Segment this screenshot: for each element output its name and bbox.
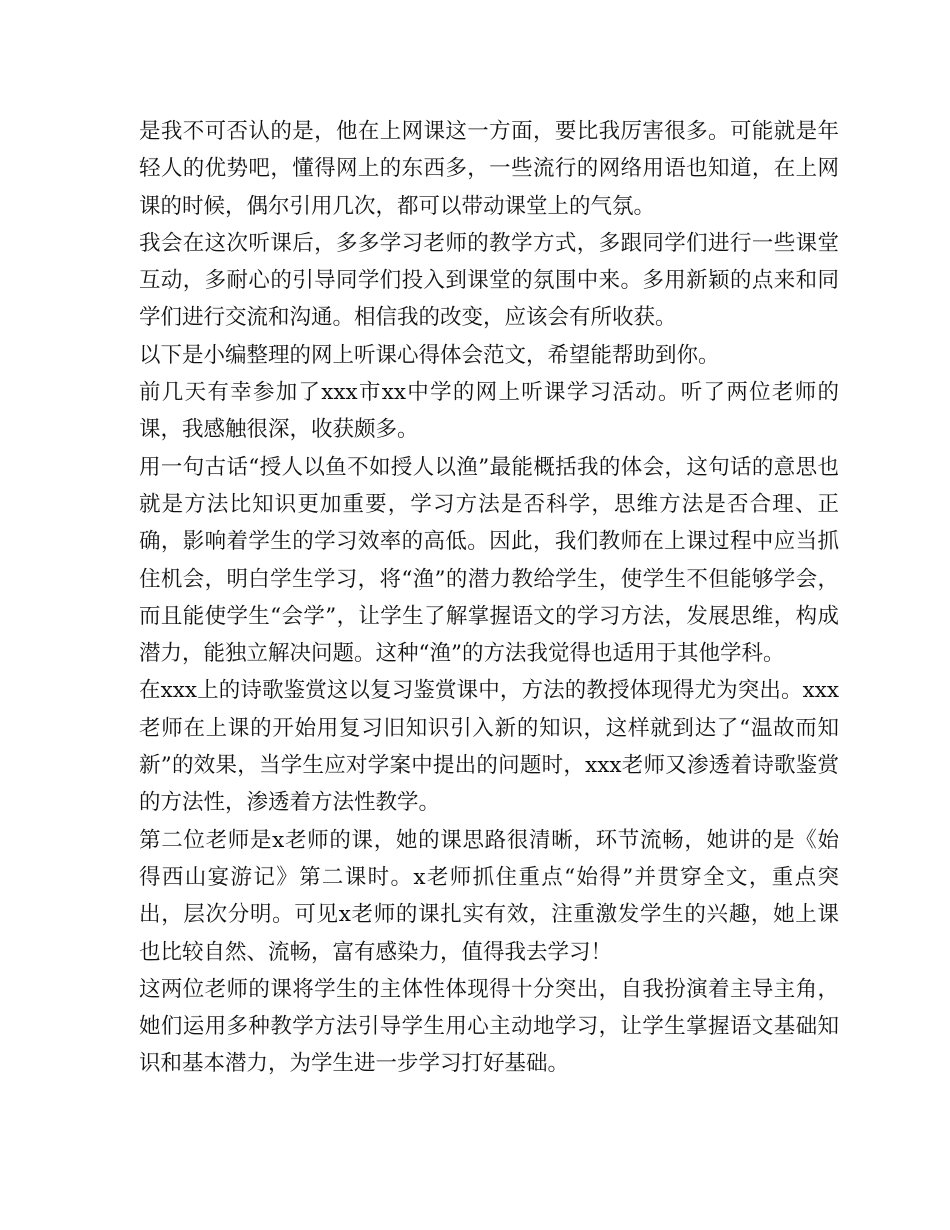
document-body	[139, 113, 839, 1083]
paragraph-4: 前几天有幸参加了xxx市xx中学的网上听课学习活动。听了两位老师的课，我感触很深，收获颇多。	[139, 380, 839, 443]
paragraph-6: 在xxx上的诗歌鉴赏这以复习鉴赏课中，方法的教授体现得尤为突出。xxx老师在上课的开始用复习旧知识引入新的知识，这样就到达了“温故而知新”的效果，当学生应对学案中提出的问题时，xxx老师又渗透着诗歌鉴赏的方法性，渗透着方法性教学。	[139, 678, 839, 816]
paragraph-8: 这两位老师的课将学生的主体性体现得十分突出，自我扮演着主导主角，她们运用多种教学方法引导学生用心主动地学习，让学生掌握语文基础知识和基本潜力，为学生进一步学习打好基础。	[139, 976, 839, 1077]
paragraph-5: 用一句古话“授人以鱼不如授人以渔”最能概括我的体会，这句话的意思也就是方法比知识更加重要，学习方法是否科学，思维方法是否合理、正确，影响着学生的学习效率的高低。因此，我们教师在上课过程中应当抓住机会，明白学生学习，将“渔”的潜力教给学生，使学生不但能够学会，而且能使学生“会学”，让学生了解掌握语文的学习方法，发展思维，构成潜力，能独立解决问题。这种“渔”的方法我觉得也适用于其他学科。	[139, 454, 839, 667]
paragraph-7: 第二位老师是x老师的课，她的课思路很清晰，环节流畅，她讲的是《始得西山宴游记》第二课时。x老师抓住重点“始得”并贯穿全文，重点突出，层次分明。可见x老师的课扎实有效，注重激发学生的兴趣，她上课也比较自然、流畅，富有感染力，值得我去学习！	[139, 827, 839, 965]
paragraph-3: 以下是小编整理的网上听课心得体会范文，希望能帮助到你。	[139, 342, 720, 368]
paragraph-2: 我会在这次听课后，多多学习老师的教学方式，多跟同学们进行一些课堂互动，多耐心的引导同学们投入到课堂的氛围中来。多用新颖的点来和同学们进行交流和沟通。相信我的改变，应该会有所收获。	[139, 230, 839, 331]
paragraph-1: 是我不可否认的是，他在上网课这一方面，要比我厉害很多。可能就是年轻人的优势吧，懂得网上的东西多，一些流行的网络用语也知道，在上网课的时候，偶尔引用几次，都可以带动课堂上的气氛。	[139, 119, 839, 219]
